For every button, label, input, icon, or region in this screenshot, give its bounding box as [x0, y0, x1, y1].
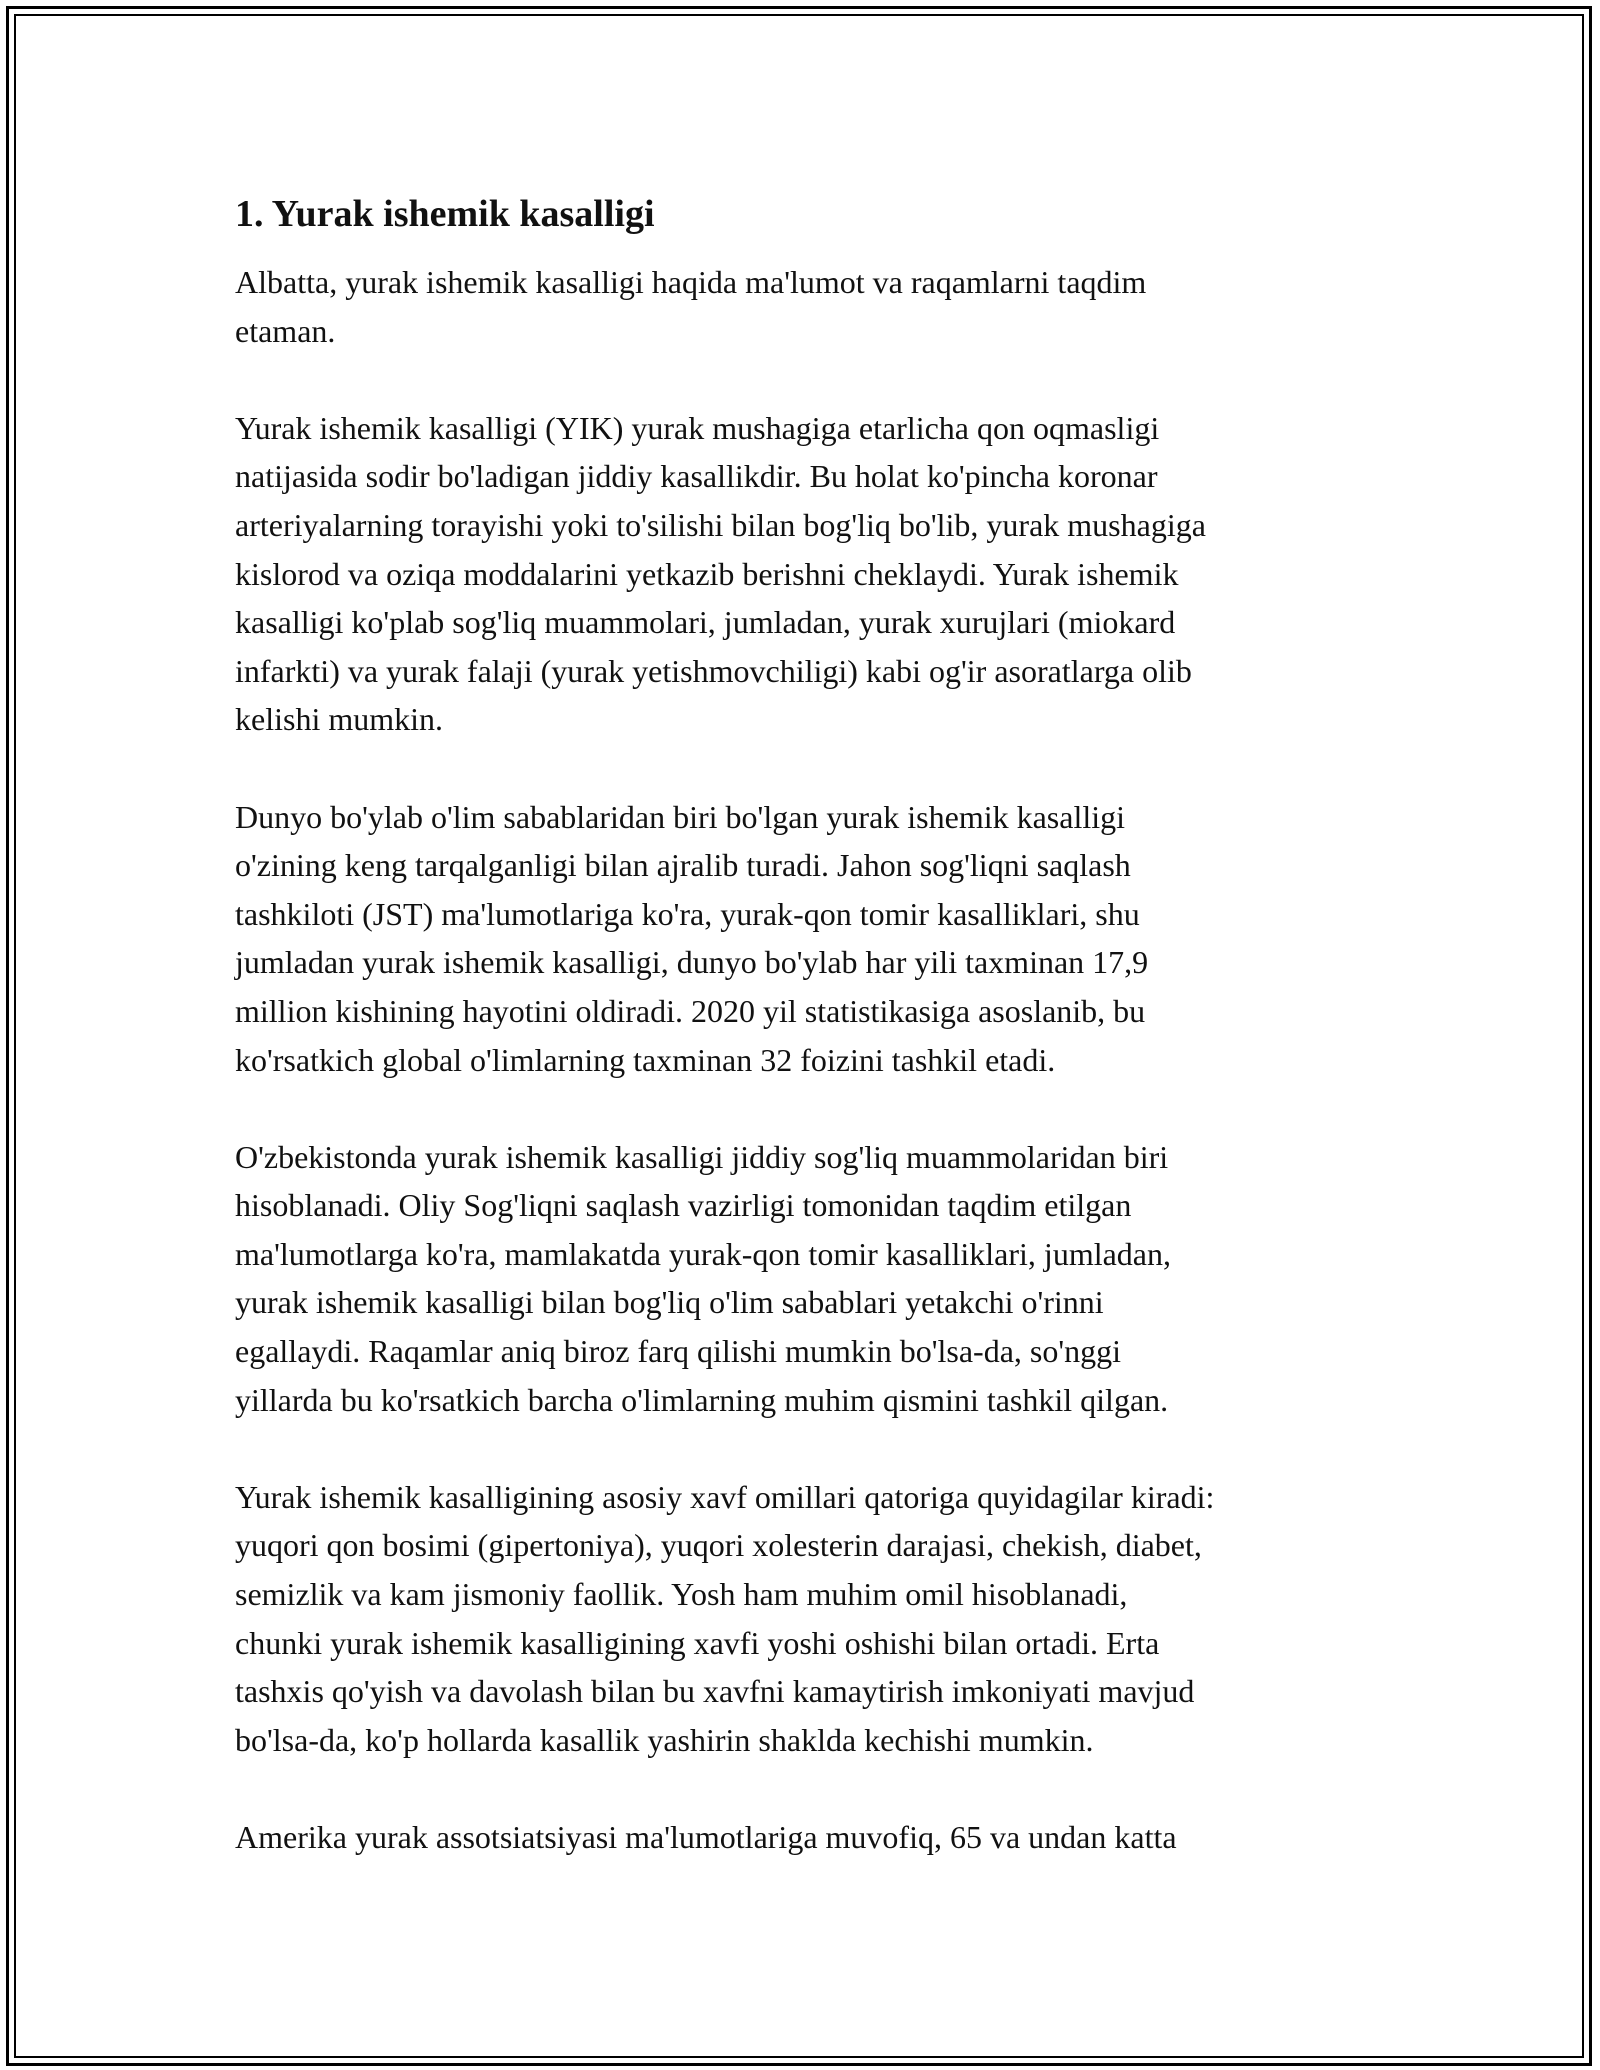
- section-heading: 1. Yurak ishemik kasalligi: [235, 193, 655, 235]
- paragraph-risk-factors: Yurak ishemik kasalligining asosiy xavf omillari qatoriga quyidagilar kiradi: yuqori qon bosimi (gipertoniya), yuqori xolesterin darajasi, chekish, diabet, semizlik va kam jismoniy faollik. Yosh ham muhim omil hisoblanadi, chunki yurak ishemik kasalligining xavfi yoshi oshishi bilan ortadi. Erta tashxis qo'yish va davolash bilan bu xavfni kamaytirish imkoniyati mavjud bo'lsa-da, ko'p hollarda kasallik yashirin shaklda kechishi mumkin.: [235, 1478, 1215, 1758]
- paragraph-uzbekistan: O'zbekistonda yurak ishemik kasalligi jiddiy sog'liq muammolaridan biri hisoblanadi. Oliy Sog'liqni saqlash vazirligi tomonidan taqdim etilgan ma'lumotlarga ko'ra, mamlakatda yurak-qon tomir kasalliklari, jumladan, yurak ishemik kasalligi bilan bog'liq o'lim sabablari yetakchi o'rinni egallaydi. Raqamlar aniq biroz farq qilishi mumkin bo'lsa-da, so'nggi yillarda bu ko'rsatkich barcha o'limlarning muhim qismini tashkil qilgan.: [235, 1138, 1171, 1418]
- paragraph-aha: Amerika yurak assotsiatsiyasi ma'lumotlariga muvofiq, 65 va undan katta: [235, 1819, 1177, 1855]
- paragraph-intro: Albatta, yurak ishemik kasalligi haqida ma'lumot va raqamlarni taqdim etaman.: [235, 264, 1147, 349]
- paragraph-definition: Yurak ishemik kasalligi (YIK) yurak mushagiga etarlicha qon oqmasligi natijasida sodir bo'ladigan jiddiy kasallikdir. Bu holat ko'pincha koronar arteriyalarning torayishi yoki to'silishi bilan bog'liq bo'lib, yurak mushagiga kislorod va oziqa moddalarini yetkazib berishni cheklaydi. Yurak ishemik kasalligi ko'plab sog'liq muammolari, jumladan, yurak xurujlari (miokard infarkti) va yurak falaji (yurak yetishmovchiligi) kabi og'ir asoratlarga olib kelishi mumkin.: [235, 409, 1206, 738]
- document-body: [235, 186, 1375, 1910]
- paragraph-global-statistics: Dunyo bo'ylab o'lim sabablaridan biri bo'lgan yurak ishemik kasalligi o'zining keng tarqalganligi bilan ajralib turadi. Jahon sog'liqni saqlash tashkiloti (JST) ma'lumotlariga ko'ra, yurak-qon tomir kasalliklari, shu jumladan yurak ishemik kasalligi, dunyo bo'ylab har yili taxminan 17,9 million kishining hayotini oldiradi. 2020 yil statistikasiga asoslanib, bu ko'rsatkich global o'limlarning taxminan 32 foizini tashkil etadi.: [235, 798, 1149, 1078]
